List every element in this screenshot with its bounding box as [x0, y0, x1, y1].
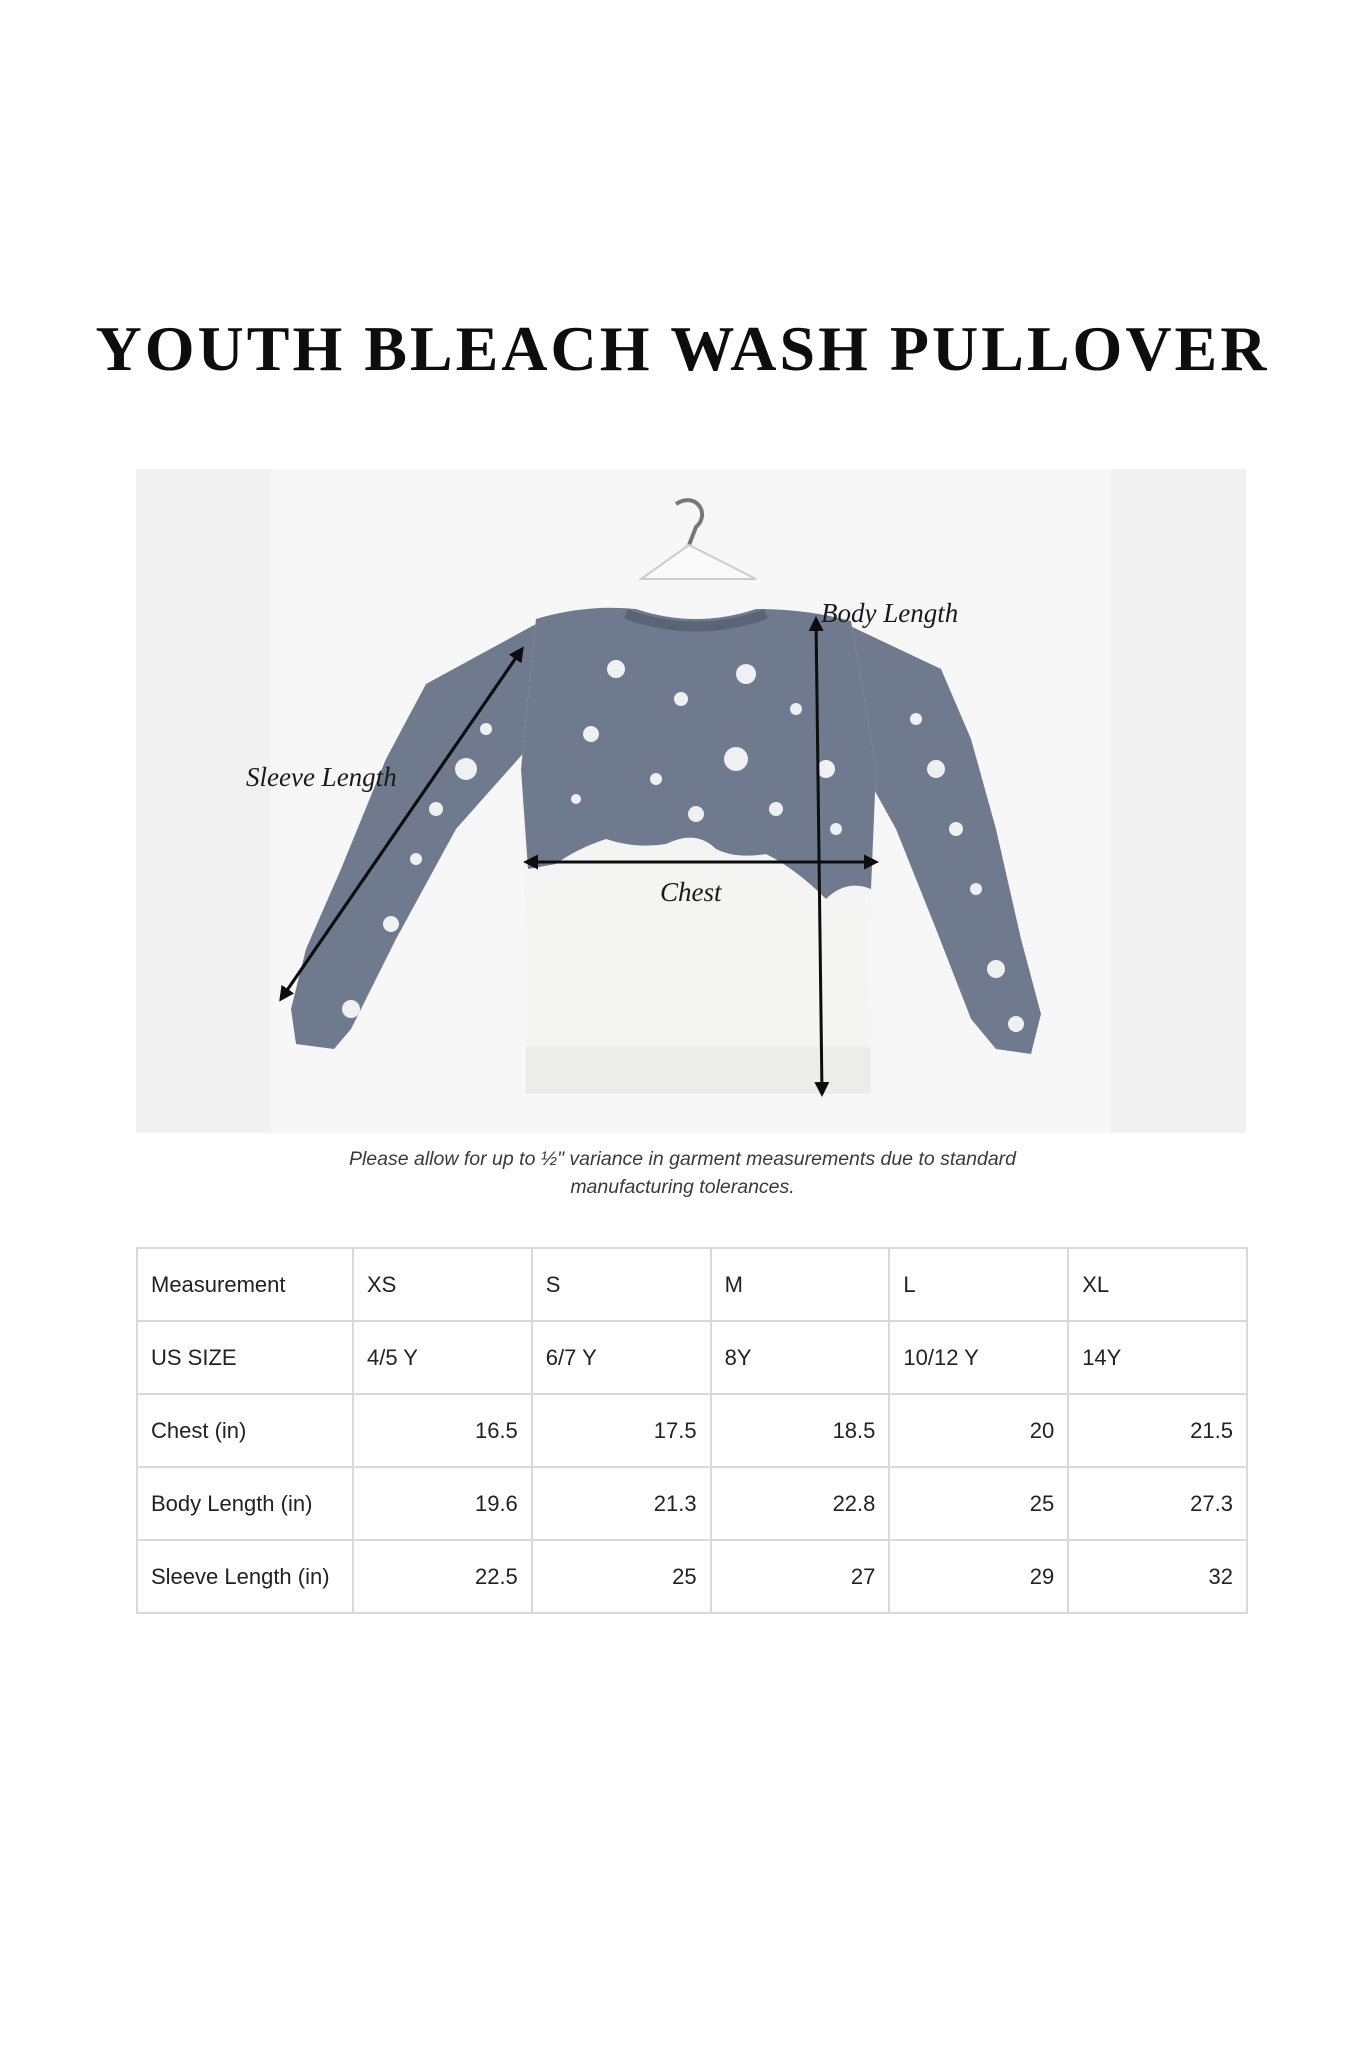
row-label: Sleeve Length (in)	[137, 1540, 353, 1613]
table-cell: 25	[889, 1467, 1068, 1540]
table-cell: 21.5	[1068, 1394, 1247, 1467]
header-cell: M	[711, 1248, 890, 1321]
table-row	[137, 1321, 1247, 1394]
row-label: US SIZE	[137, 1321, 353, 1394]
row-label: Chest (in)	[137, 1394, 353, 1467]
sweater-illustration	[136, 469, 1246, 1133]
table-cell: 4/5 Y	[353, 1321, 532, 1394]
header-cell: Measurement	[137, 1248, 353, 1321]
variance-note-line-1: Please allow for up to ½" variance in garment measurements due to standard	[348, 1148, 1017, 1170]
table-cell: 19.6	[353, 1467, 532, 1540]
header-cell: XL	[1068, 1248, 1247, 1321]
header-cell: XS	[353, 1248, 532, 1321]
table-cell: 25	[532, 1540, 711, 1613]
table-cell: 32	[1068, 1540, 1247, 1613]
sleeve-length-label: Sleeve Length	[246, 762, 397, 792]
table-cell: 18.5	[711, 1394, 890, 1467]
header-cell: S	[532, 1248, 711, 1321]
body-length-label: Body Length	[821, 598, 959, 628]
table-cell: 29	[889, 1540, 1068, 1613]
variance-note	[0, 1145, 1365, 1201]
chest-label: Chest	[660, 877, 722, 907]
table-cell: 10/12 Y	[889, 1321, 1068, 1394]
table-cell: 21.3	[532, 1467, 711, 1540]
table-cell: 27.3	[1068, 1467, 1247, 1540]
page-title: YOUTH BLEACH WASH PULLOVER	[95, 313, 1270, 384]
table-cell: 6/7 Y	[532, 1321, 711, 1394]
table-cell: 27	[711, 1540, 890, 1613]
table-cell: 22.8	[711, 1467, 890, 1540]
table-row	[137, 1394, 1247, 1467]
table-header-row	[137, 1248, 1247, 1321]
product-photo	[136, 469, 1246, 1133]
table-cell: 8Y	[711, 1321, 890, 1394]
size-chart-table	[136, 1247, 1248, 1614]
table-cell: 16.5	[353, 1394, 532, 1467]
table-row	[137, 1540, 1247, 1613]
variance-note-line-2: manufacturing tolerances.	[570, 1176, 795, 1198]
table-row	[137, 1467, 1247, 1540]
table-cell: 17.5	[532, 1394, 711, 1467]
table-cell: 22.5	[353, 1540, 532, 1613]
row-label: Body Length (in)	[137, 1467, 353, 1540]
header-cell: L	[889, 1248, 1068, 1321]
table-cell: 20	[889, 1394, 1068, 1467]
table-cell: 14Y	[1068, 1321, 1247, 1394]
